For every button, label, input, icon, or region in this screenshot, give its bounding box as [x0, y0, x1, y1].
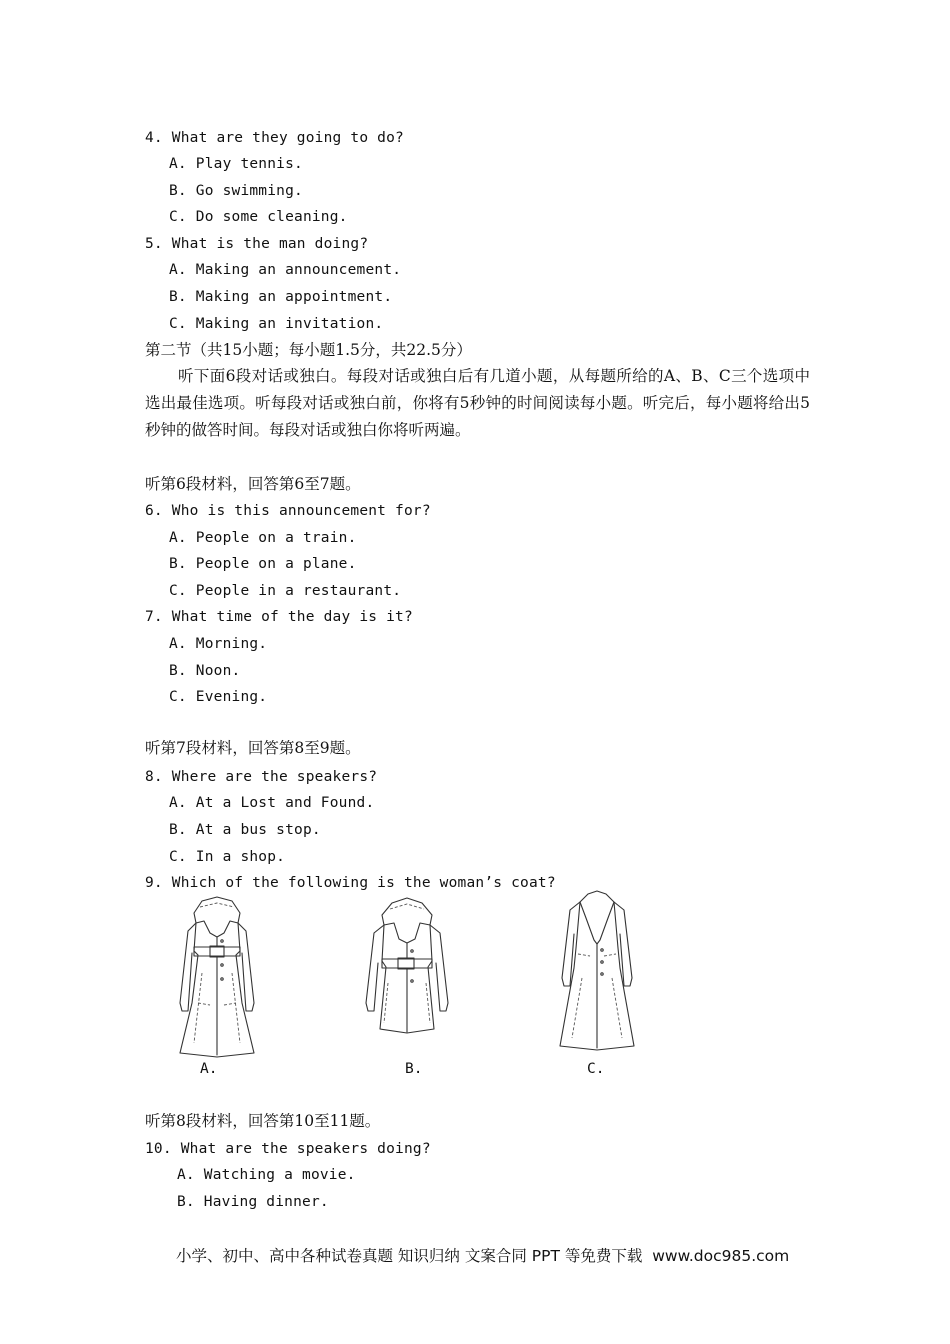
option-5c: C. Making an invitation.	[169, 316, 384, 332]
coat-a-label: A.	[200, 1061, 218, 1077]
option-7a: A. Morning.	[169, 636, 268, 652]
option-4a: A. Play tennis.	[169, 156, 303, 172]
option-10a: A. Watching a movie.	[177, 1167, 356, 1183]
section-heading: 第二节（共15小题；每小题1.5分，共22.5分）	[145, 341, 472, 359]
option-6c: C. People in a restaurant.	[169, 583, 402, 599]
option-6b: B. People on a plane.	[169, 556, 357, 572]
coat-b-image	[360, 893, 455, 1038]
option-6a: A. People on a train.	[169, 530, 357, 546]
option-4c: C. Do some cleaning.	[169, 209, 348, 225]
material-8-header: 听第8段材料，回答第10至11题。	[145, 1112, 381, 1130]
question-6: 6. Who is this announcement for?	[145, 503, 431, 519]
question-5: 5. What is the man doing?	[145, 236, 369, 252]
option-5a: A. Making an announcement.	[169, 262, 402, 278]
material-6-header: 听第6段材料，回答第6至7题。	[145, 475, 361, 493]
option-7c: C. Evening.	[169, 689, 268, 705]
coat-a-image	[172, 893, 262, 1063]
question-10: 10. What are the speakers doing?	[145, 1141, 431, 1157]
option-8c: C. In a shop.	[169, 849, 286, 865]
material-7-header: 听第7段材料，回答第8至9题。	[145, 739, 361, 757]
option-5b: B. Making an appointment.	[169, 289, 393, 305]
option-10b: B. Having dinner.	[177, 1194, 329, 1210]
question-8: 8. Where are the speakers?	[145, 769, 378, 785]
option-7b: B. Noon.	[169, 663, 241, 679]
section-instructions: 听下面6段对话或独白。每段对话或独白后有几道小题，从每题所给的A、B、C三个选项中选出最佳选项。听每段对话或独白前，你将有5秒钟的时间阅读每小题。听完后，每小题将给出5秒钟的做答时间。每段对话或独白你将听两遍。	[145, 367, 810, 439]
question-9: 9. Which of the following is the woman’s coat?	[145, 875, 556, 891]
question-4: 4. What are they going to do?	[145, 130, 404, 146]
coat-c-image	[552, 888, 642, 1056]
option-4b: B. Go swimming.	[169, 183, 303, 199]
coat-b-label: B.	[405, 1061, 423, 1077]
coat-c-label: C.	[587, 1061, 605, 1077]
option-8a: A. At a Lost and Found.	[169, 795, 375, 811]
footer-watermark: 小学、初中、高中各种试卷真题 知识归纳 文案合同 PPT 等免费下载 www.doc985.com	[176, 1247, 790, 1265]
question-7: 7. What time of the day is it?	[145, 609, 413, 625]
option-8b: B. At a bus stop.	[169, 822, 321, 838]
